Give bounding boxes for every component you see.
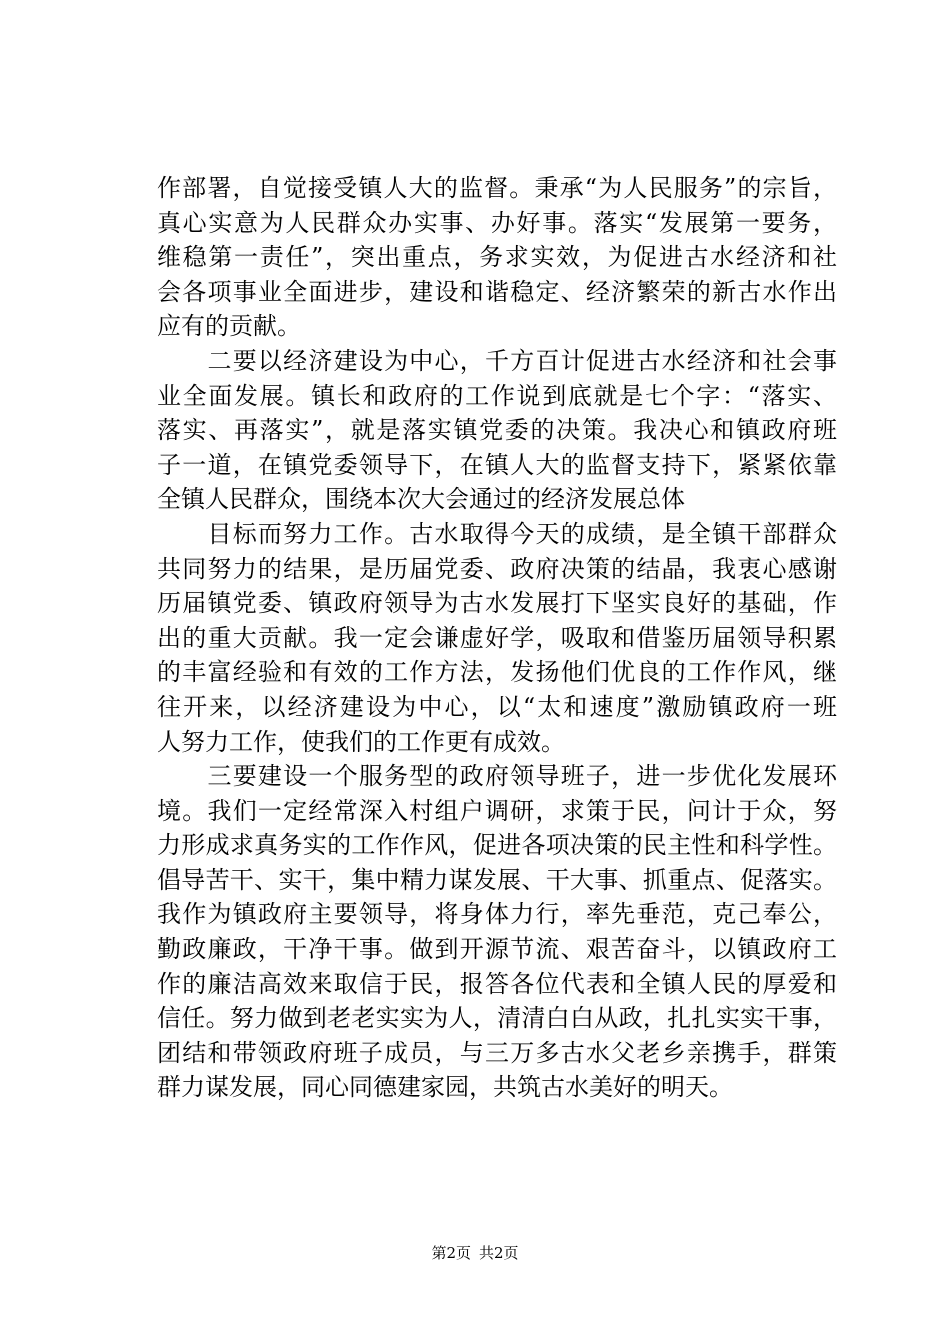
- text-line: 会各项事业全面进步，建设和谐稳定、经济繁荣的新古水作出: [157, 277, 837, 306]
- text-line: 人努力工作，使我们的工作更有成效。: [157, 727, 565, 756]
- text-line: 力形成求真务实的工作作风，促进各项决策的民主性和科学性。: [157, 831, 837, 860]
- text-line: 业全面发展。镇长和政府的工作说到底就是七个字：“落实、: [157, 381, 837, 410]
- text-line: 共同努力的结果，是历届党委、政府决策的结晶，我衷心感谢: [157, 554, 837, 583]
- text-line: 出的重大贡献。我一定会谦虚好学，吸取和借鉴历届领导积累: [157, 623, 837, 652]
- text-line: 落实、再落实”，就是落实镇党委的决策。我决心和镇政府班: [157, 416, 837, 445]
- text-line: 的丰富经验和有效的工作方法，发扬他们优良的工作作风，继: [157, 658, 837, 687]
- text-line: 作的廉洁高效来取信于民，报答各位代表和全镇人民的厚爱和: [157, 969, 837, 998]
- text-line: 群力谋发展，同心同德建家园，共筑古水美好的明天。: [157, 1073, 733, 1102]
- text-line: 目标而努力工作。古水取得今天的成绩，是全镇干部群众: [157, 519, 837, 548]
- body-text: [157, 171, 837, 1105]
- text-line: 团结和带领政府班子成员，与三万多古水父老乡亲携手，群策: [157, 1038, 837, 1067]
- text-line: 子一道，在镇党委领导下，在镇人大的监督支持下，紧紧依靠: [157, 450, 837, 479]
- text-line: 作部署，自觉接受镇人大的监督。秉承“为人民服务”的宗旨，: [157, 174, 837, 202]
- page-footer: [0, 1243, 950, 1263]
- text-line: 我作为镇政府主要领导，将身体力行，率先垂范，克己奉公，: [157, 900, 837, 929]
- page-total: 共2页: [479, 1244, 519, 1262]
- text-line: 倡导苦干、实干，集中精力谋发展、干大事、抓重点、促落实。: [157, 865, 837, 894]
- text-line: 信任。努力做到老老实实为人，清清白白从政，扎扎实实干事，: [157, 1004, 837, 1033]
- text-line: 勤政廉政，干净干事。做到开源节流、艰苦奋斗，以镇政府工: [157, 935, 837, 964]
- text-line: 往开来，以经济建设为中心，以“太和速度”激励镇政府一班: [157, 692, 837, 721]
- text-line: 境。我们一定经常深入村组户调研，求策于民，问计于众，努: [157, 796, 837, 825]
- text-line: 维稳第一责任”，突出重点，务求实效，为促进古水经济和社: [157, 243, 837, 272]
- text-line: 三要建设一个服务型的政府领导班子，进一步优化发展环: [157, 762, 837, 791]
- text-line: 全镇人民群众，围绕本次大会通过的经济发展总体: [157, 485, 685, 514]
- text-line: 应有的贡献。: [157, 312, 301, 341]
- text-line: 二要以经济建设为中心，千方百计促进古水经济和社会事: [157, 346, 837, 375]
- page-number: 第2页: [431, 1244, 471, 1262]
- text-line: 历届镇党委、镇政府领导为古水发展打下坚实良好的基础，作: [157, 589, 837, 618]
- text-line: 真心实意为人民群众办实事、办好事。落实“发展第一要务，: [157, 208, 837, 237]
